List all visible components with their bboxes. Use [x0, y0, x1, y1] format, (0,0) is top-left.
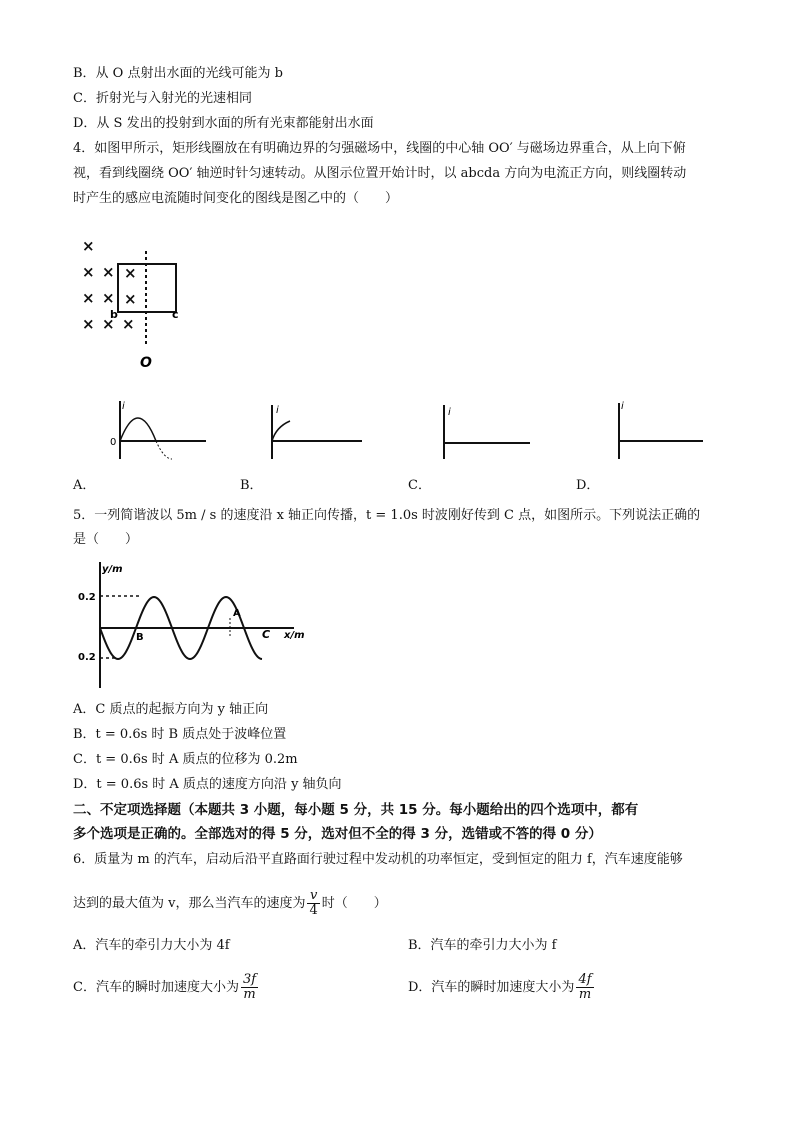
svg-text:×: ×: [124, 290, 137, 308]
section2-heading-line2: 多个选项是正确的。全部选对的得 5 分，选对但不全的得 3 分，选错或不答的得 0 分）: [73, 826, 602, 842]
svg-text:×: ×: [82, 315, 95, 333]
svg-text:i: i: [122, 401, 125, 412]
q3-option-d: D．从 S 发出的投射到水面的所有光束都能射出水面: [73, 116, 374, 131]
q4-graph-b: [258, 395, 368, 465]
q4-option-d-label: D．: [576, 478, 600, 493]
q4-graph-d: [605, 395, 705, 465]
svg-text:x/m: x/m: [284, 630, 305, 641]
q5-option-b: B．t = 0.6s 时 B 质点处于波峰位置: [73, 727, 287, 742]
svg-text:0.2: 0.2: [78, 592, 96, 603]
q6-option-d: D．汽车的瞬时加速度大小为 $\frac{4f}{m}$: [408, 972, 592, 1002]
q5-option-a: A．C 质点的起振方向为 y 轴正向: [73, 702, 269, 717]
label-c: c: [172, 308, 179, 321]
sine-curve: [120, 418, 156, 441]
section2-heading-line1: 二、不定项选择题（本题共 3 小题，每小题 5 分，共 15 分。每小题给出的四个选项中，都有: [73, 802, 639, 818]
svg-text:i: i: [448, 407, 451, 418]
fraction-v-over-4: $\frac{v}{4}$: [309, 888, 318, 918]
q6-option-b: B．汽车的牵引力大小为 f: [408, 938, 557, 953]
q3-option-c: C．折射光与入射光的光速相同: [73, 91, 252, 106]
svg-text:×: ×: [102, 263, 115, 281]
q6-option-c: C．汽车的瞬时加速度大小为 $\frac{3f}{m}$: [73, 972, 257, 1002]
svg-text:y/m: y/m: [102, 564, 123, 575]
svg-text:×: ×: [82, 263, 95, 281]
q6-option-a: A．汽车的牵引力大小为 4f: [73, 938, 230, 953]
q6-stem-line2: 达到的最大值为 v，那么当汽车的速度为 $\frac{v}{4}$ 时（ ）: [73, 888, 387, 918]
svg-text:C: C: [262, 628, 271, 641]
q4-option-b-label: B．: [240, 478, 263, 493]
q4-graph-a: [100, 395, 220, 465]
label-b: b: [110, 308, 118, 321]
svg-text:×: ×: [122, 315, 135, 333]
svg-text:B: B: [136, 632, 144, 643]
q4-graph-c: [430, 395, 540, 465]
q5-stem-line2: 是（ ）: [73, 532, 139, 547]
svg-text:×: ×: [124, 264, 137, 282]
svg-text:×: ×: [102, 315, 115, 333]
q5-option-d: D．t = 0.6s 时 A 质点的速度方向沿 y 轴负向: [73, 777, 342, 792]
q4-option-a-label: A．: [73, 478, 96, 493]
q3-option-b: B．从 O 点射出水面的光线可能为 b: [73, 66, 283, 81]
q4-stem-line2: 视，看到线圈绕 OO′ 轴逆时针匀速转动。从图示位置开始计时，以 abcda 方向为电流正方向，则线圈转动: [73, 166, 687, 181]
q5-option-c: C．t = 0.6s 时 A 质点的位移为 0.2m: [73, 752, 298, 767]
magnetic-field-crosses: [82, 237, 135, 333]
svg-text:i: i: [276, 405, 279, 416]
label-o: O: [140, 355, 152, 371]
q4-stem-line3: 时产生的感应电流随时间变化的图线是图乙中的（ ）: [73, 191, 399, 206]
svg-text:0: 0: [110, 437, 117, 448]
fraction-4f-over-m: $\frac{4f}{m}$: [578, 972, 592, 1002]
svg-text:×: ×: [102, 289, 115, 307]
svg-text:×: ×: [82, 237, 95, 255]
q6-stem-line1: 6．质量为 m 的汽车，启动后沿平直路面行驶过程中发动机的功率恒定，受到恒定的阻力 f，汽车速度能够: [73, 852, 683, 867]
q4-stem-line1: 4．如图甲所示，矩形线圈放在有明确边界的匀强磁场中，线圈的中心轴 OO′ 与磁场边界重合，从上向下俯: [73, 141, 686, 156]
svg-text:i: i: [621, 401, 624, 412]
q4-option-c-label: C．: [408, 478, 431, 493]
svg-text:×: ×: [82, 289, 95, 307]
svg-text:0.2: 0.2: [78, 652, 96, 663]
fraction-3f-over-m: $\frac{3f}{m}$: [242, 972, 257, 1002]
q5-wave-figure: [76, 558, 316, 693]
svg-text:A: A: [233, 608, 241, 619]
q5-stem-line1: 5．一列简谐波以 5m / s 的速度沿 x 轴正向传播，t = 1.0s 时波刚好传到 C 点，如图所示。下列说法正确的: [73, 508, 701, 523]
q4-coil-figure: [76, 233, 196, 373]
